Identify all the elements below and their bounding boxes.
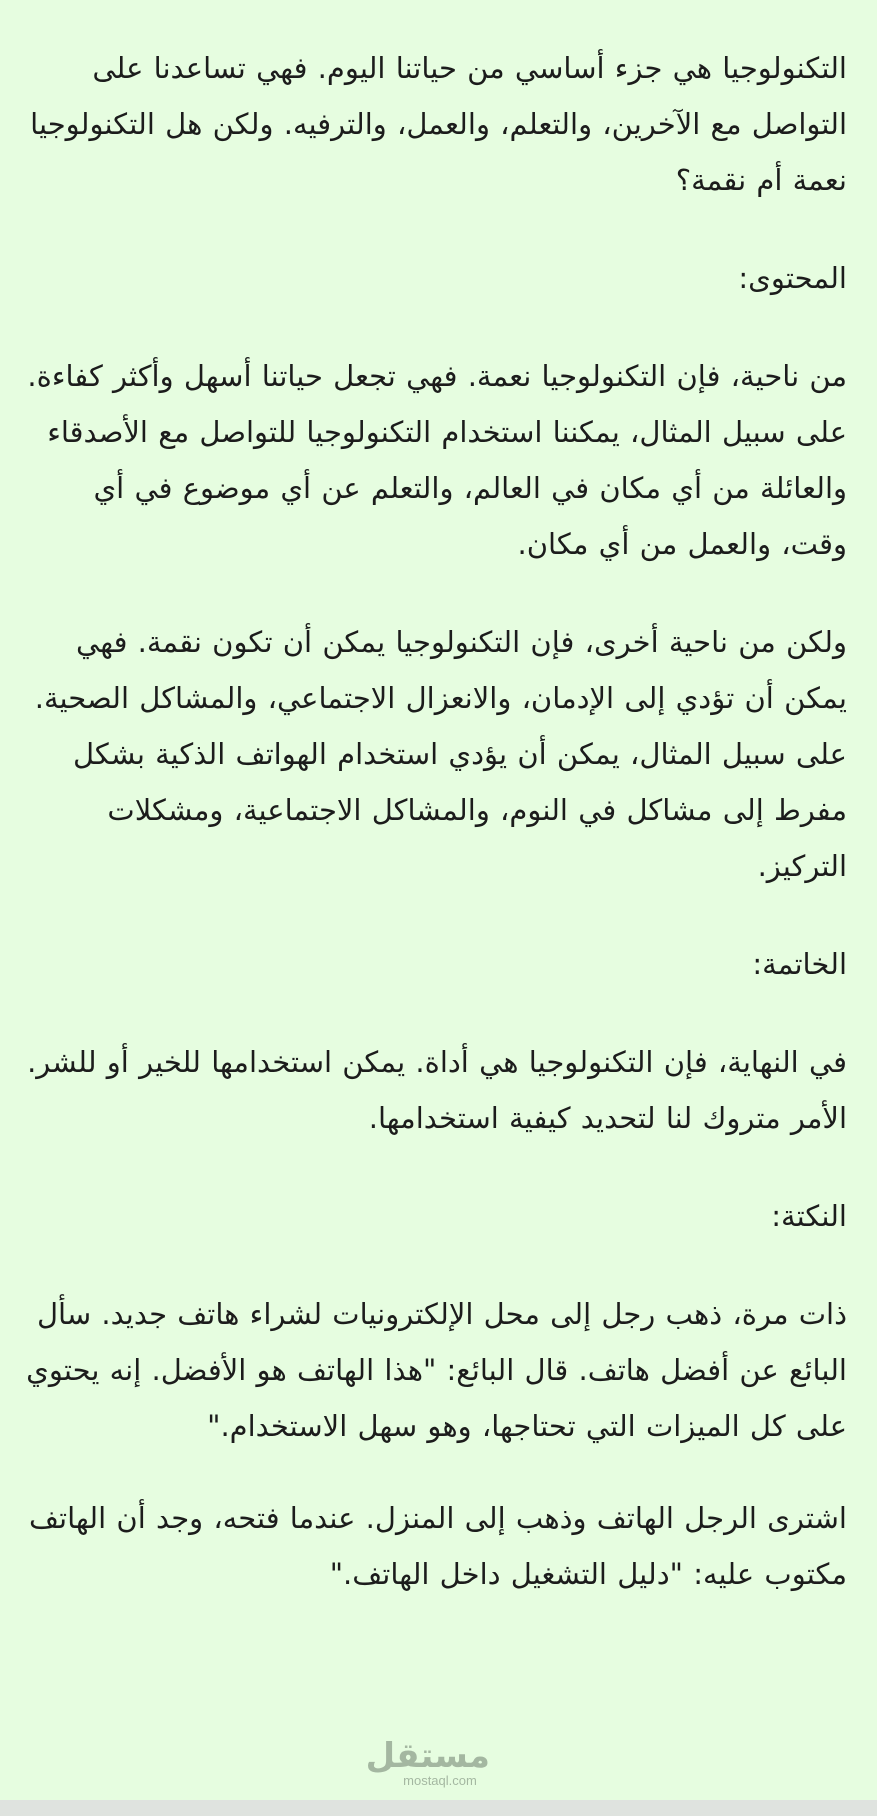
joke-heading: النكتة: [771, 1199, 847, 1233]
spacer [24, 1146, 847, 1188]
intro-paragraph: التكنولوجيا هي جزء أساسي من حياتنا اليوم. فهي تساعدنا على التواصل مع الآخرين، والتعلم، والعمل، والترفيه. ولكن هل التكنولوجيا نعمة أم نقمة؟ [30, 51, 847, 197]
watermark-site: mostaql.com [403, 1773, 477, 1788]
blessing-paragraph: من ناحية، فإن التكنولوجيا نعمة. فهي تجعل حياتنا أسهل وأكثر كفاءة. على سبيل المثال، يمكننا استخدام التكنولوجيا للتواصل مع الأصدقاء والعائلة من أي مكان في العالم، والتعلم عن أي موضوع في أي وقت، والعمل من أي مكان. [27, 359, 847, 561]
curse-paragraph: ولكن من ناحية أخرى، فإن التكنولوجيا يمكن أن تكون نقمة. فهي يمكن أن تؤدي إلى الإدمان، والانعزال الاجتماعي، والمشاكل الصحية. على سبيل المثال، يمكن أن يؤدي استخدام الهواتف الذكية بشكل مفرط إلى مشاكل في النوم، والمشاكل الاجتماعية، ومشكلات التركيز. [34, 625, 847, 883]
conclusion-paragraph: في النهاية، فإن التكنولوجيا هي أداة. يمكن استخدامها للخير أو للشر. الأمر متروك لنا لتحديد كيفية استخدامها. [27, 1045, 847, 1135]
spacer [24, 306, 847, 348]
watermark-logo: مستقل [365, 1736, 490, 1776]
bottom-strip [0, 1800, 877, 1816]
spacer [24, 1454, 847, 1490]
content-heading: المحتوى: [738, 261, 847, 295]
spacer [24, 1244, 847, 1286]
joke-paragraph-2: اشترى الرجل الهاتف وذهب إلى المنزل. عندما فتحه، وجد أن الهاتف مكتوب عليه: "دليل التشغيل داخل الهاتف." [29, 1501, 847, 1591]
conclusion-heading: الخاتمة: [752, 947, 847, 981]
spacer [24, 572, 847, 614]
spacer [24, 992, 847, 1034]
spacer [24, 208, 847, 250]
spacer [24, 894, 847, 936]
mostaql-watermark [365, 1736, 490, 1788]
joke-paragraph-1: ذات مرة، ذهب رجل إلى محل الإلكترونيات لشراء هاتف جديد. سأل البائع عن أفضل هاتف. قال البائع: "هذا الهاتف هو الأفضل. إنه يحتوي على كل الميزات التي تحتاجها، وهو سهل الاستخدام." [26, 1297, 847, 1443]
